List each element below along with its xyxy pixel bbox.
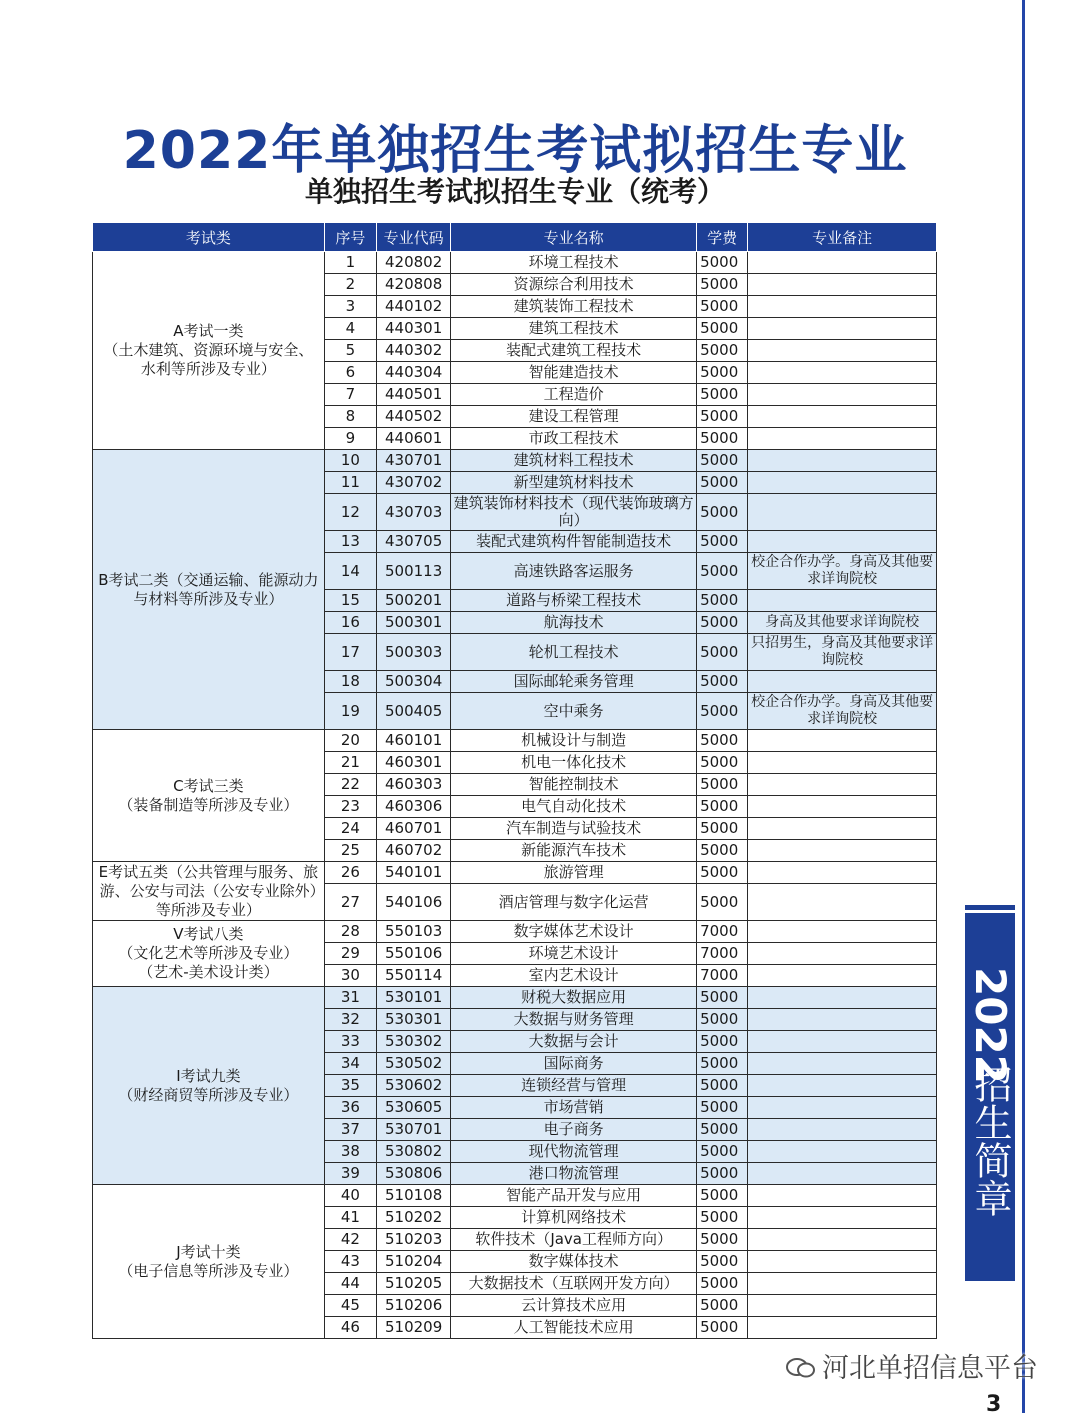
major-name-cell: 新能源汽车技术 <box>451 840 697 862</box>
note-cell <box>748 428 937 450</box>
major-code-cell: 440601 <box>376 428 450 450</box>
major-name-cell: 人工智能技术应用 <box>451 1317 697 1339</box>
tuition-cell: 5000 <box>697 1251 748 1273</box>
major-code-cell: 460303 <box>376 774 450 796</box>
major-code-cell: 420802 <box>376 252 450 274</box>
major-name-cell: 智能控制技术 <box>451 774 697 796</box>
major-code-cell: 510203 <box>376 1229 450 1251</box>
major-code-cell: 510205 <box>376 1273 450 1295</box>
major-name-cell: 机械设计与制造 <box>451 730 697 752</box>
tuition-cell: 5000 <box>697 450 748 472</box>
row-number-cell: 8 <box>324 406 376 428</box>
major-code-cell: 530302 <box>376 1031 450 1053</box>
major-name-cell: 市场营销 <box>451 1097 697 1119</box>
header-name: 专业名称 <box>451 223 697 252</box>
major-code-cell: 460702 <box>376 840 450 862</box>
row-number-cell: 3 <box>324 296 376 318</box>
major-name-cell: 资源综合利用技术 <box>451 274 697 296</box>
tuition-cell: 5000 <box>697 553 748 590</box>
row-number-cell: 35 <box>324 1075 376 1097</box>
row-number-cell: 28 <box>324 921 376 943</box>
row-number-cell: 25 <box>324 840 376 862</box>
row-number-cell: 39 <box>324 1163 376 1185</box>
tuition-cell: 7000 <box>697 943 748 965</box>
major-code-cell: 440501 <box>376 384 450 406</box>
tuition-cell: 5000 <box>697 693 748 730</box>
major-name-cell: 轮机工程技术 <box>451 634 697 671</box>
row-number-cell: 22 <box>324 774 376 796</box>
major-name-cell: 市政工程技术 <box>451 428 697 450</box>
row-number-cell: 23 <box>324 796 376 818</box>
major-name-cell: 电子商务 <box>451 1119 697 1141</box>
row-number-cell: 45 <box>324 1295 376 1317</box>
tuition-cell: 5000 <box>697 252 748 274</box>
major-name-cell: 机电一体化技术 <box>451 752 697 774</box>
note-cell <box>748 1163 937 1185</box>
major-code-cell: 510202 <box>376 1207 450 1229</box>
major-name-cell: 国际商务 <box>451 1053 697 1075</box>
row-number-cell: 42 <box>324 1229 376 1251</box>
tuition-cell: 5000 <box>697 1295 748 1317</box>
major-name-cell: 室内艺术设计 <box>451 965 697 987</box>
major-code-cell: 440301 <box>376 318 450 340</box>
row-number-cell: 44 <box>324 1273 376 1295</box>
major-name-cell: 装配式建筑工程技术 <box>451 340 697 362</box>
major-code-cell: 440502 <box>376 406 450 428</box>
row-number-cell: 30 <box>324 965 376 987</box>
note-cell <box>748 252 937 274</box>
note-cell <box>748 796 937 818</box>
header-category: 考试类 <box>93 223 325 252</box>
major-code-cell: 550106 <box>376 943 450 965</box>
tuition-cell: 5000 <box>697 671 748 693</box>
major-name-cell: 智能产品开发与应用 <box>451 1185 697 1207</box>
major-code-cell: 500301 <box>376 612 450 634</box>
note-cell: 校企合作办学。身高及其他要求详询院校 <box>748 553 937 590</box>
note-cell <box>748 943 937 965</box>
tuition-cell: 5000 <box>697 1075 748 1097</box>
row-number-cell: 24 <box>324 818 376 840</box>
row-number-cell: 12 <box>324 494 376 531</box>
row-number-cell: 38 <box>324 1141 376 1163</box>
row-number-cell: 37 <box>324 1119 376 1141</box>
tuition-cell: 5000 <box>697 1053 748 1075</box>
major-code-cell: 420808 <box>376 274 450 296</box>
major-name-cell: 大数据与财务管理 <box>451 1009 697 1031</box>
row-number-cell: 29 <box>324 943 376 965</box>
note-cell <box>748 531 937 553</box>
major-code-cell: 460306 <box>376 796 450 818</box>
major-code-cell: 540106 <box>376 884 450 921</box>
page-number: 3 <box>986 1392 1002 1417</box>
row-number-cell: 27 <box>324 884 376 921</box>
major-code-cell: 530802 <box>376 1141 450 1163</box>
row-number-cell: 19 <box>324 693 376 730</box>
note-cell <box>748 472 937 494</box>
row-number-cell: 41 <box>324 1207 376 1229</box>
tuition-cell: 5000 <box>697 296 748 318</box>
row-number-cell: 6 <box>324 362 376 384</box>
note-cell <box>748 274 937 296</box>
note-cell <box>748 1273 937 1295</box>
row-number-cell: 11 <box>324 472 376 494</box>
note-cell <box>748 1317 937 1339</box>
major-code-cell: 500303 <box>376 634 450 671</box>
tuition-cell: 5000 <box>697 796 748 818</box>
note-cell <box>748 1141 937 1163</box>
note-cell <box>748 1251 937 1273</box>
major-code-cell: 500113 <box>376 553 450 590</box>
tuition-cell: 5000 <box>697 384 748 406</box>
major-name-cell: 装配式建筑构件智能制造技术 <box>451 531 697 553</box>
tuition-cell: 5000 <box>697 1141 748 1163</box>
major-code-cell: 530701 <box>376 1119 450 1141</box>
wechat-icon <box>786 1357 816 1379</box>
table-row <box>93 921 937 943</box>
tuition-cell: 5000 <box>697 494 748 531</box>
major-code-cell: 440302 <box>376 340 450 362</box>
row-number-cell: 15 <box>324 590 376 612</box>
row-number-cell: 33 <box>324 1031 376 1053</box>
row-number-cell: 7 <box>324 384 376 406</box>
major-name-cell: 新型建筑材料技术 <box>451 472 697 494</box>
major-name-cell: 智能建造技术 <box>451 362 697 384</box>
page-title: 2022年单独招生考试拟招生专业 <box>122 121 908 181</box>
row-number-cell: 1 <box>324 252 376 274</box>
table-row <box>93 987 937 1009</box>
major-code-cell: 530605 <box>376 1097 450 1119</box>
table-row <box>93 862 937 884</box>
note-cell: 校企合作办学。身高及其他要求详询院校 <box>748 693 937 730</box>
row-number-cell: 9 <box>324 428 376 450</box>
header-fee: 学费 <box>697 223 748 252</box>
major-name-cell: 现代物流管理 <box>451 1141 697 1163</box>
note-cell <box>748 1119 937 1141</box>
tuition-cell: 5000 <box>697 862 748 884</box>
note-cell <box>748 862 937 884</box>
note-cell <box>748 884 937 921</box>
row-number-cell: 5 <box>324 340 376 362</box>
tuition-cell: 5000 <box>697 362 748 384</box>
tuition-cell: 5000 <box>697 472 748 494</box>
tuition-cell: 5000 <box>697 730 748 752</box>
page-subtitle: 单独招生考试拟招生专业（统考） <box>304 175 725 208</box>
major-name-cell: 国际邮轮乘务管理 <box>451 671 697 693</box>
table-body <box>93 252 937 1339</box>
table-row <box>93 252 937 274</box>
tuition-cell: 5000 <box>697 1207 748 1229</box>
category-cell: I考试九类 （财经商贸等所涉及专业） <box>93 987 325 1185</box>
major-code-cell: 500201 <box>376 590 450 612</box>
major-code-cell: 510206 <box>376 1295 450 1317</box>
note-cell <box>748 818 937 840</box>
major-name-cell: 高速铁路客运服务 <box>451 553 697 590</box>
note-cell <box>748 1207 937 1229</box>
tuition-cell: 5000 <box>697 818 748 840</box>
major-name-cell: 大数据技术（互联网开发方向） <box>451 1273 697 1295</box>
row-number-cell: 20 <box>324 730 376 752</box>
major-name-cell: 航海技术 <box>451 612 697 634</box>
category-cell: J考试十类 （电子信息等所涉及专业） <box>93 1185 325 1339</box>
note-cell <box>748 840 937 862</box>
major-code-cell: 530301 <box>376 1009 450 1031</box>
row-number-cell: 13 <box>324 531 376 553</box>
note-cell <box>748 1097 937 1119</box>
side-band-year: 2022 <box>966 967 1015 1084</box>
major-code-cell: 430703 <box>376 494 450 531</box>
tuition-cell: 5000 <box>697 428 748 450</box>
major-name-cell: 财税大数据应用 <box>451 987 697 1009</box>
note-cell <box>748 730 937 752</box>
watermark-text: 河北单招信息平台 <box>822 1353 1038 1384</box>
header-no: 序号 <box>324 223 376 252</box>
major-name-cell: 云计算技术应用 <box>451 1295 697 1317</box>
row-number-cell: 14 <box>324 553 376 590</box>
major-name-cell: 建设工程管理 <box>451 406 697 428</box>
tuition-cell: 5000 <box>697 1097 748 1119</box>
major-name-cell: 电气自动化技术 <box>451 796 697 818</box>
tuition-cell: 7000 <box>697 921 748 943</box>
tuition-cell: 5000 <box>697 274 748 296</box>
major-code-cell: 510108 <box>376 1185 450 1207</box>
row-number-cell: 34 <box>324 1053 376 1075</box>
note-cell <box>748 318 937 340</box>
major-name-cell: 环境艺术设计 <box>451 943 697 965</box>
row-number-cell: 43 <box>324 1251 376 1273</box>
category-cell: C考试三类 （装备制造等所涉及专业） <box>93 730 325 862</box>
note-cell: 身高及其他要求详询院校 <box>748 612 937 634</box>
note-cell <box>748 1075 937 1097</box>
side-band-rule <box>965 910 1015 913</box>
row-number-cell: 18 <box>324 671 376 693</box>
note-cell <box>748 296 937 318</box>
note-cell <box>748 752 937 774</box>
row-number-cell: 21 <box>324 752 376 774</box>
major-name-cell: 工程造价 <box>451 384 697 406</box>
major-name-cell: 建筑材料工程技术 <box>451 450 697 472</box>
row-number-cell: 36 <box>324 1097 376 1119</box>
row-number-cell: 17 <box>324 634 376 671</box>
tuition-cell: 5000 <box>697 1273 748 1295</box>
major-name-cell: 数字媒体艺术设计 <box>451 921 697 943</box>
tuition-cell: 5000 <box>697 884 748 921</box>
note-cell <box>748 1229 937 1251</box>
note-cell <box>748 1185 937 1207</box>
header-note: 专业备注 <box>748 223 937 252</box>
row-number-cell: 31 <box>324 987 376 1009</box>
major-name-cell: 酒店管理与数字化运营 <box>451 884 697 921</box>
note-cell <box>748 774 937 796</box>
major-code-cell: 550103 <box>376 921 450 943</box>
majors-table <box>92 222 937 1339</box>
major-code-cell: 440102 <box>376 296 450 318</box>
header-code: 专业代码 <box>376 223 450 252</box>
row-number-cell: 4 <box>324 318 376 340</box>
tuition-cell: 5000 <box>697 1185 748 1207</box>
major-name-cell: 环境工程技术 <box>451 252 697 274</box>
major-name-cell: 空中乘务 <box>451 693 697 730</box>
tuition-cell: 5000 <box>697 634 748 671</box>
tuition-cell: 7000 <box>697 965 748 987</box>
tuition-cell: 5000 <box>697 752 748 774</box>
major-code-cell: 460701 <box>376 818 450 840</box>
major-name-cell: 建筑装饰材料技术（现代装饰玻璃方向） <box>451 494 697 531</box>
tuition-cell: 5000 <box>697 531 748 553</box>
major-name-cell: 计算机网络技术 <box>451 1207 697 1229</box>
side-band-label: 招生简章 <box>968 1065 1012 1217</box>
major-name-cell: 汽车制造与试验技术 <box>451 818 697 840</box>
table-row <box>93 450 937 472</box>
tuition-cell: 5000 <box>697 1031 748 1053</box>
tuition-cell: 5000 <box>697 1317 748 1339</box>
major-code-cell: 460301 <box>376 752 450 774</box>
category-cell: E考试五类（公共管理与服务、旅游、公安与司法（公安专业除外）等所涉及专业） <box>93 862 325 921</box>
tuition-cell: 5000 <box>697 1119 748 1141</box>
category-cell: V考试八类 （文化艺术等所涉及专业） （艺术-美术设计类） <box>93 921 325 987</box>
row-number-cell: 10 <box>324 450 376 472</box>
side-band <box>965 905 1015 1281</box>
major-code-cell: 500304 <box>376 671 450 693</box>
major-name-cell: 旅游管理 <box>451 862 697 884</box>
note-cell <box>748 590 937 612</box>
note-cell <box>748 671 937 693</box>
tuition-cell: 5000 <box>697 340 748 362</box>
note-cell: 只招男生，身高及其他要求详询院校 <box>748 634 937 671</box>
category-cell: B考试二类（交通运输、能源动力与材料等所涉及专业） <box>93 450 325 730</box>
major-name-cell: 大数据与会计 <box>451 1031 697 1053</box>
major-code-cell: 440304 <box>376 362 450 384</box>
major-code-cell: 430702 <box>376 472 450 494</box>
row-number-cell: 16 <box>324 612 376 634</box>
row-number-cell: 46 <box>324 1317 376 1339</box>
note-cell <box>748 384 937 406</box>
major-code-cell: 500405 <box>376 693 450 730</box>
row-number-cell: 40 <box>324 1185 376 1207</box>
note-cell <box>748 987 937 1009</box>
note-cell <box>748 1295 937 1317</box>
note-cell <box>748 1053 937 1075</box>
major-code-cell: 530602 <box>376 1075 450 1097</box>
tuition-cell: 5000 <box>697 1229 748 1251</box>
category-cell: A考试一类 （土木建筑、资源环境与安全、水利等所涉及专业） <box>93 252 325 450</box>
tuition-cell: 5000 <box>697 987 748 1009</box>
major-name-cell: 数字媒体技术 <box>451 1251 697 1273</box>
major-code-cell: 550114 <box>376 965 450 987</box>
table-header-row <box>93 223 937 252</box>
major-code-cell: 510209 <box>376 1317 450 1339</box>
row-number-cell: 32 <box>324 1009 376 1031</box>
major-name-cell: 建筑工程技术 <box>451 318 697 340</box>
tuition-cell: 5000 <box>697 1009 748 1031</box>
tuition-cell: 5000 <box>697 1163 748 1185</box>
major-code-cell: 530502 <box>376 1053 450 1075</box>
table-row <box>93 1185 937 1207</box>
row-number-cell: 2 <box>324 274 376 296</box>
major-name-cell: 软件技术（Java工程师方向） <box>451 1229 697 1251</box>
note-cell <box>748 921 937 943</box>
major-name-cell: 建筑装饰工程技术 <box>451 296 697 318</box>
major-code-cell: 430701 <box>376 450 450 472</box>
note-cell <box>748 406 937 428</box>
major-code-cell: 430705 <box>376 531 450 553</box>
note-cell <box>748 494 937 531</box>
note-cell <box>748 450 937 472</box>
tuition-cell: 5000 <box>697 590 748 612</box>
major-name-cell: 港口物流管理 <box>451 1163 697 1185</box>
tuition-cell: 5000 <box>697 406 748 428</box>
note-cell <box>748 340 937 362</box>
major-code-cell: 510204 <box>376 1251 450 1273</box>
note-cell <box>748 965 937 987</box>
watermark <box>786 1346 1038 1385</box>
table-row <box>93 730 937 752</box>
page-edge-line <box>1022 0 1025 1413</box>
major-code-cell: 540101 <box>376 862 450 884</box>
note-cell <box>748 362 937 384</box>
tuition-cell: 5000 <box>697 612 748 634</box>
major-name-cell: 道路与桥梁工程技术 <box>451 590 697 612</box>
note-cell <box>748 1031 937 1053</box>
tuition-cell: 5000 <box>697 840 748 862</box>
major-code-cell: 530101 <box>376 987 450 1009</box>
note-cell <box>748 1009 937 1031</box>
major-name-cell: 连锁经营与管理 <box>451 1075 697 1097</box>
tuition-cell: 5000 <box>697 774 748 796</box>
major-code-cell: 460101 <box>376 730 450 752</box>
tuition-cell: 5000 <box>697 318 748 340</box>
row-number-cell: 26 <box>324 862 376 884</box>
major-code-cell: 530806 <box>376 1163 450 1185</box>
